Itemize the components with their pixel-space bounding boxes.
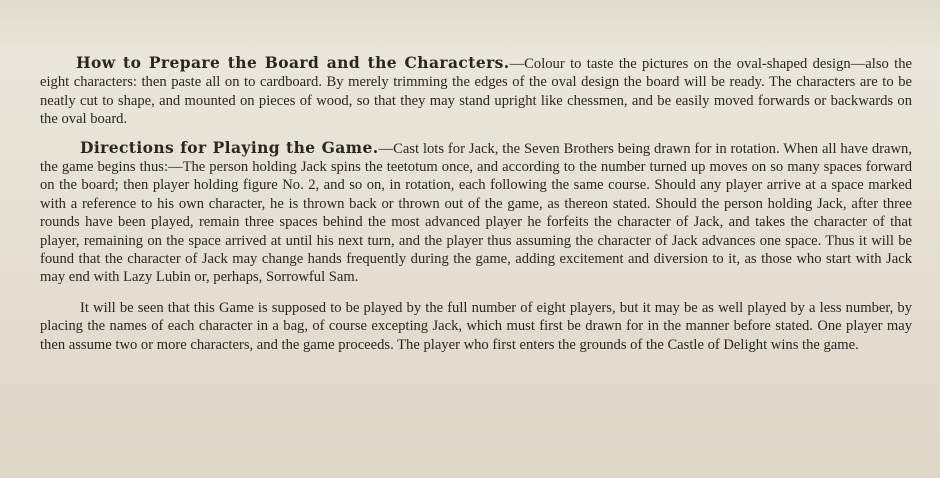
- game-directions-heading: Directions for Playing the Game.: [80, 137, 379, 157]
- board-preparation-paragraph: [40, 54, 912, 129]
- player-count-paragraph: It will be seen that this Game is supposed to be played by the full number of eight players, but it may be as well played by a less number, by placing the names of each character in a bag, of course excepting Jack, which must first be drawn for in the manner before stated. One player may then assume two or more characters, and the game proceeds. The player who first enters the grounds of the Castle of Delight wins the game.: [40, 299, 912, 353]
- game-directions-text: —Cast lots for Jack, the Seven Brothers being drawn for in rotation. When all have drawn, the game begins thus:—The person holding Jack spins the teetotum once, and according to the number turned up moves on so many spaces forward on the board; then player holding figure No. 2, and so on, in rotation, each following the same course. Should any player arrive at a space marked with a reference to his own character, he is thrown back or thrown out of the game, as thereon stated. Should the person holding Jack, after three rounds have been played, remain three spaces behind the most advanced player he forfeits the character of Jack, and takes the character of that player, remaining on the space arrived at until his next turn, and the player thus assuming the character of Jack advances one space. Thus it will be found that the character of Jack may change hands frequently during the game, adding excitement and diversion to it, as those who start with Jack may end with Lazy Lubin or, perhaps, Sorrowful Sam.: [40, 140, 912, 286]
- board-preparation-text: —Colour to taste the pictures on the oval-shaped design—also the eight characters: then paste all on to cardboard. By merely trimming the edges of the oval design the board will be ready. The characters are to be neatly cut to shape, and mounted on pieces of wood, so that they may stand upright like chessmen, and be easily moved forwards or backwards on the oval board.: [40, 56, 912, 128]
- game-directions-paragraph: [40, 139, 912, 287]
- instruction-sheet: [40, 54, 912, 364]
- paper-fold-shadow: [0, 0, 940, 48]
- board-preparation-heading: How to Prepare the Board and the Characters.: [76, 53, 510, 72]
